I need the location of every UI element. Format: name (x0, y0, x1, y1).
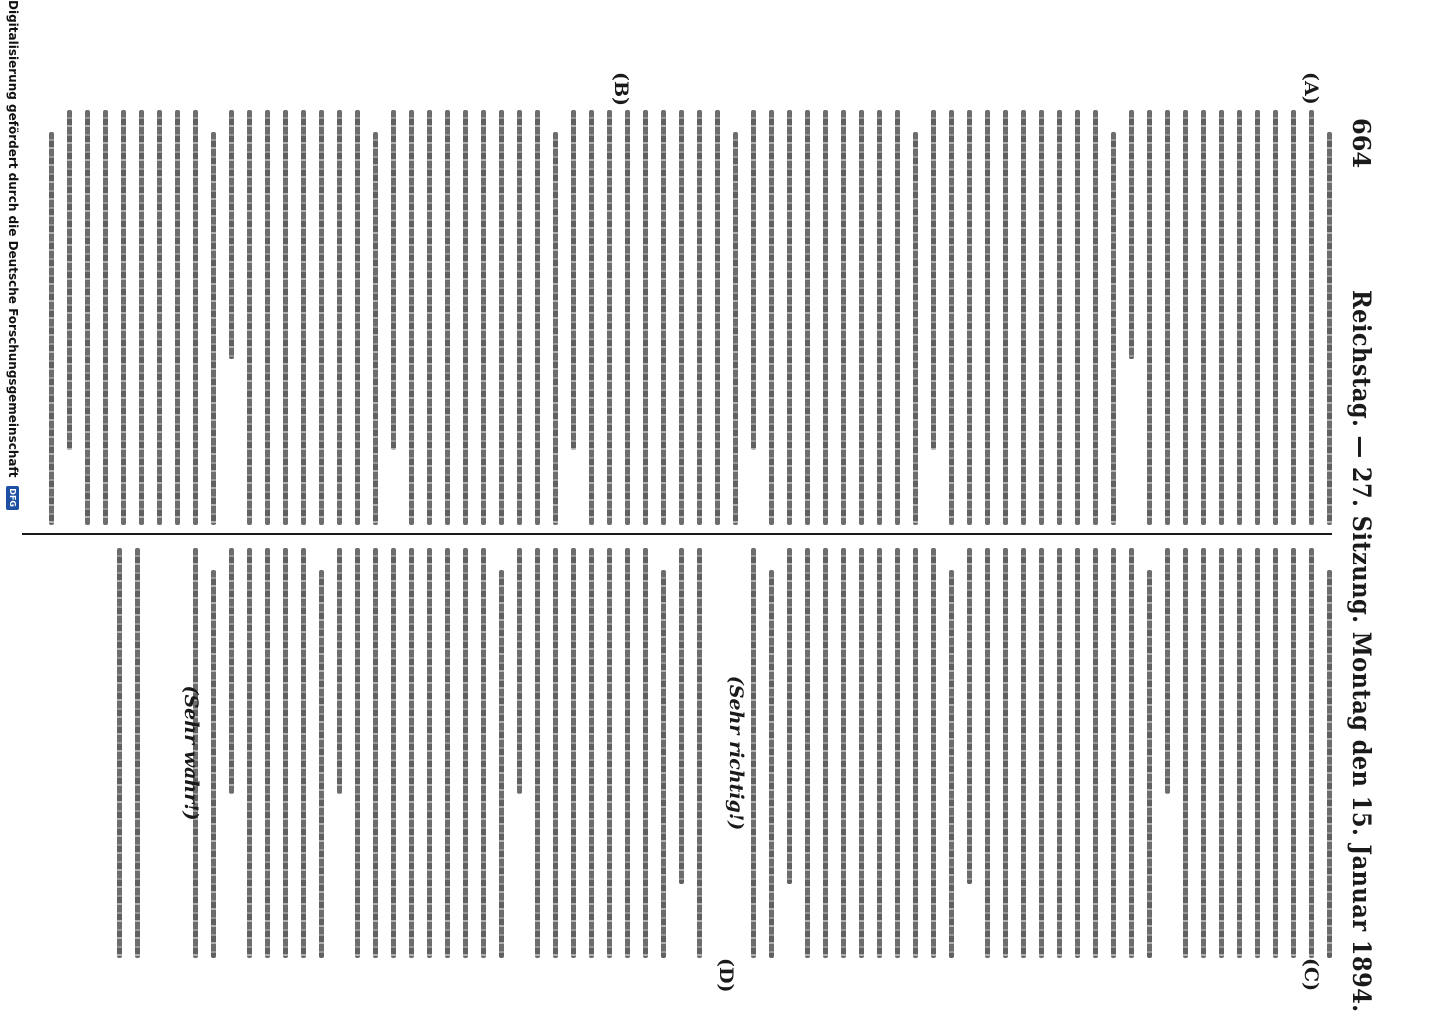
text-line (319, 110, 324, 525)
text-line (679, 110, 684, 525)
text-line (463, 110, 468, 525)
text-line (895, 110, 900, 525)
text-line (211, 570, 216, 958)
text-line (1255, 110, 1260, 525)
text-line (805, 110, 810, 525)
text-line (1201, 548, 1206, 958)
text-line (445, 110, 450, 525)
text-line (337, 548, 342, 794)
text-line (135, 548, 140, 958)
text-line (949, 110, 954, 525)
text-line (1291, 548, 1296, 958)
text-line (877, 110, 882, 525)
text-line (931, 548, 936, 958)
text-line (283, 548, 288, 958)
text-line (697, 110, 702, 525)
text-line (1003, 110, 1008, 525)
margin-marker-c: (C) (1300, 958, 1322, 992)
text-line (733, 132, 738, 525)
text-line (913, 132, 918, 525)
margin-marker-b: (B) (610, 72, 632, 107)
text-line (823, 548, 828, 958)
text-line (1039, 110, 1044, 525)
text-line (967, 110, 972, 525)
text-line (117, 548, 122, 958)
text-line (913, 548, 918, 958)
text-line (1165, 548, 1170, 794)
interjection-sehr-wahr: (Sehr wahr!) (180, 685, 202, 821)
text-line (1327, 132, 1332, 525)
text-line (715, 110, 720, 525)
text-line (409, 548, 414, 958)
text-line (85, 110, 90, 525)
running-header (1336, 0, 1376, 1013)
text-line (517, 110, 522, 525)
text-line (643, 548, 648, 958)
text-line (823, 110, 828, 525)
text-line (1021, 548, 1026, 958)
text-line (787, 548, 792, 884)
text-line (427, 110, 432, 525)
text-line (175, 110, 180, 525)
text-line (1183, 110, 1188, 525)
text-line (1255, 548, 1260, 958)
text-line (1111, 548, 1116, 958)
text-line (697, 548, 702, 958)
text-line (157, 110, 162, 525)
text-line (643, 110, 648, 525)
text-line (49, 132, 54, 525)
interjection-sehr-richtig: (Sehr richtig!) (725, 675, 747, 831)
text-line (769, 570, 774, 958)
text-line (931, 110, 936, 450)
text-line (121, 110, 126, 525)
text-line (1237, 548, 1242, 958)
text-line (553, 548, 558, 958)
text-line (967, 548, 972, 884)
text-line (1147, 570, 1152, 958)
text-line (247, 548, 252, 958)
text-line (895, 548, 900, 958)
text-line (283, 110, 288, 525)
text-line (1129, 548, 1134, 958)
digitization-credit (0, 0, 20, 1000)
text-line (499, 570, 504, 958)
text-line (139, 110, 144, 525)
text-line (229, 548, 234, 794)
text-line (1147, 110, 1152, 525)
text-line (427, 548, 432, 958)
text-line (805, 548, 810, 958)
right-column-text (32, 548, 1332, 958)
text-line (391, 110, 396, 450)
column-divider (22, 533, 1332, 535)
text-line (661, 110, 666, 525)
left-column-text (32, 110, 1332, 525)
text-line (1237, 110, 1242, 525)
text-line (103, 110, 108, 525)
text-line (571, 110, 576, 450)
text-line (1291, 110, 1296, 525)
text-line (1273, 548, 1278, 958)
text-line (1111, 132, 1116, 525)
text-line (751, 110, 756, 450)
text-line (877, 548, 882, 958)
text-line (1039, 548, 1044, 958)
text-line (1183, 548, 1188, 958)
text-line (463, 548, 468, 958)
text-line (787, 110, 792, 525)
text-line (1093, 110, 1098, 525)
text-line (211, 132, 216, 525)
text-line (373, 132, 378, 525)
dfg-logo-icon: DFG (6, 486, 19, 510)
text-line (193, 110, 198, 525)
text-line (1165, 110, 1170, 525)
text-line (481, 548, 486, 958)
text-line (571, 548, 576, 958)
text-line (1057, 548, 1062, 958)
text-line (589, 548, 594, 958)
text-line (589, 110, 594, 525)
page-number: 664 (1347, 118, 1376, 169)
text-line (1219, 548, 1224, 958)
text-line (409, 110, 414, 525)
running-header-text: Reichstag. — 27. Sitzung. Montag den 15. Januar 1894. (1347, 290, 1376, 1013)
text-line (859, 110, 864, 525)
text-line (661, 570, 666, 958)
text-line (859, 548, 864, 958)
digitization-credit-text: Digitalisierung gefördert durch die Deutsche Forschungsgemeinschaft (6, 0, 20, 478)
text-line (607, 548, 612, 958)
text-line (1309, 548, 1314, 958)
text-line (1075, 110, 1080, 525)
text-line (769, 110, 774, 525)
text-line (625, 548, 630, 958)
text-line (301, 110, 306, 525)
text-line (499, 110, 504, 525)
text-line (535, 110, 540, 525)
text-line (229, 110, 234, 359)
text-line (1021, 110, 1026, 525)
text-line (841, 110, 846, 525)
text-line (679, 548, 684, 884)
text-line (1201, 110, 1206, 525)
text-line (445, 548, 450, 958)
text-line (355, 548, 360, 958)
text-line (1273, 110, 1278, 525)
text-line (985, 548, 990, 958)
text-line (841, 548, 846, 958)
text-line (751, 548, 756, 958)
text-line (301, 548, 306, 958)
text-line (553, 132, 558, 525)
text-line (1057, 110, 1062, 525)
text-line (985, 110, 990, 525)
text-line (1075, 548, 1080, 958)
text-line (1219, 110, 1224, 525)
margin-marker-a: (A) (1300, 72, 1322, 105)
text-line (1309, 110, 1314, 525)
text-line (265, 110, 270, 525)
text-line (481, 110, 486, 525)
text-line (247, 110, 252, 525)
text-line (535, 548, 540, 958)
text-line (625, 110, 630, 525)
text-line (391, 548, 396, 958)
text-line (319, 570, 324, 958)
text-line (67, 110, 72, 450)
text-line (1327, 570, 1332, 958)
text-line (1003, 548, 1008, 958)
text-line (337, 110, 342, 525)
text-line (949, 570, 954, 958)
text-line (1093, 548, 1098, 958)
margin-marker-d: (D) (715, 958, 737, 993)
text-line (1129, 110, 1134, 359)
text-line (355, 110, 360, 525)
text-line (607, 110, 612, 525)
text-line (517, 548, 522, 794)
text-line (265, 548, 270, 958)
text-line (373, 548, 378, 958)
